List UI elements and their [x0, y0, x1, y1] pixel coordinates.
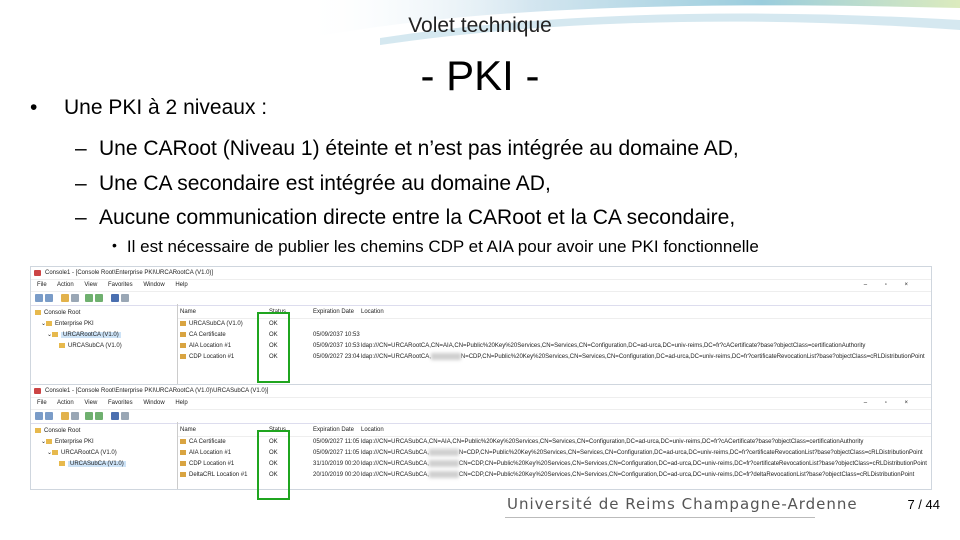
forward-icon[interactable]: [45, 294, 53, 302]
col-location[interactable]: Location: [361, 427, 384, 433]
status-cell: OK: [269, 321, 278, 327]
col-expiration[interactable]: Expiration Date: [313, 427, 355, 433]
expiration-cell: 20/10/2019 00:20: [313, 472, 360, 478]
back-icon[interactable]: [35, 294, 43, 302]
results-list: [178, 304, 931, 384]
menu-window[interactable]: Window: [143, 400, 165, 406]
bullet-dot: •: [30, 96, 38, 119]
back-icon[interactable]: [35, 412, 43, 420]
status-cell: OK: [269, 354, 278, 360]
expiration-cell: 05/09/2027 23:04: [313, 354, 360, 360]
list-header: [178, 424, 931, 437]
tree-pane: [31, 422, 178, 489]
window-title: Console1 - [Console Root\Enterprise PKI\URCARootCA (V1.0)\URCASubCA (V1.0)]: [45, 388, 269, 394]
expiration-cell: 05/09/2037 10:53: [313, 332, 360, 338]
list-header: [178, 306, 931, 319]
menu-action[interactable]: Action: [57, 282, 74, 288]
list-row[interactable]: CA Certificate OK 05/09/2037 10:53: [178, 330, 931, 341]
location-cell: ldap:///CN=URCASubCA, CN=CDP,CN=Public%20Key%20Services,CN=Services,CN=Configuration,DC=ad-urca,DC=univ-reims,DC=fr?deltaRevocationList?base?objectClass=cRLDistributionPoint: [361, 472, 915, 478]
redacted-text: [429, 449, 459, 456]
status-cell: OK: [269, 439, 278, 445]
refresh-icon[interactable]: [85, 294, 93, 302]
folder-icon[interactable]: [61, 412, 69, 420]
sub-bullet-text: Une CA secondaire est intégrée au domaine AD,: [99, 172, 551, 195]
slide-title: - PKI -: [420, 52, 540, 99]
mmc-app-icon: [34, 388, 41, 394]
list-row[interactable]: URCASubCA (V1.0) OK: [178, 319, 931, 330]
status-cell: OK: [269, 450, 278, 456]
grid-icon[interactable]: [71, 294, 79, 302]
window-controls[interactable]: – ▫ ×: [863, 282, 916, 288]
certificate-icon: [180, 332, 186, 337]
expiration-cell: 05/09/2027 11:05: [313, 450, 360, 456]
menu-file[interactable]: File: [37, 400, 47, 406]
properties-icon[interactable]: [121, 412, 129, 420]
sub-sub-bullet: • Il est nécessaire de publier les chemins CDP et AIA pour avoir une PKI fonctionnelle: [112, 237, 759, 256]
menu-favorites[interactable]: Favorites: [107, 282, 133, 288]
folder-icon: [35, 310, 41, 315]
tree-node-selected[interactable]: ⌄ URCARootCA (V1.0): [47, 332, 119, 338]
sub-bullet-text: Aucune communication directe entre la CARoot et la CA secondaire,: [99, 206, 736, 229]
bullet-main: [30, 96, 267, 120]
col-status[interactable]: Status: [269, 309, 287, 315]
results-list: [178, 422, 931, 489]
status-highlight-box: [257, 430, 290, 500]
col-location[interactable]: Location: [361, 309, 384, 315]
col-expiration[interactable]: Expiration Date: [313, 309, 355, 315]
grid-icon[interactable]: [71, 412, 79, 420]
certificate-icon: [180, 439, 186, 444]
tree-node[interactable]: ⌄ URCARootCA (V1.0): [47, 450, 117, 456]
status-cell: OK: [269, 332, 278, 338]
location-icon: [180, 461, 186, 466]
menu-help[interactable]: Help: [175, 400, 188, 406]
refresh-icon[interactable]: [85, 412, 93, 420]
expiration-cell: 31/10/2019 00:20: [313, 461, 360, 467]
ca-icon: [59, 343, 65, 348]
expiration-cell: 05/09/2027 11:05: [313, 439, 360, 445]
slide-supertitle: Volet technique: [408, 14, 552, 37]
status-cell: OK: [269, 343, 278, 349]
menu-action[interactable]: Action: [57, 400, 74, 406]
ca-icon: [180, 321, 186, 326]
tree-node[interactable]: ⌄ Enterprise PKI: [41, 321, 94, 327]
help-icon[interactable]: [111, 412, 119, 420]
footer-divider: [505, 517, 815, 518]
list-row[interactable]: CDP Location #1 OK 05/09/2027 23:04 ldap:///CN=URCARootCA, N=CDP,CN=Public%20Key%20Services,CN=Services,CN=Configuration,DC=ad-urca,DC=univ-reims,DC=fr?certificateRevocationList?base?objectClass=cRLDistributionPoint: [178, 352, 931, 363]
menu-bar: [31, 279, 931, 291]
redacted-text: [429, 460, 459, 467]
page-number: 7 / 44: [907, 497, 940, 512]
location-cell: ldap:///CN=URCASubCA, N=CDP,CN=Public%20Key%20Services,CN=Services,CN=Configuration,DC=ad-urca,DC=univ-reims,DC=fr?certificateRevocationList?base?objectClass=cRLDistributionPoint: [361, 450, 923, 456]
pki-icon: [46, 439, 52, 444]
location-icon: [180, 450, 186, 455]
ca-icon: [52, 450, 58, 455]
mmc-window-root: [30, 266, 932, 385]
sub-bullet: – Aucune communication directe entre la CARoot et la CA secondaire,: [75, 206, 736, 229]
location-cell: ldap:///CN=URCARootCA, N=CDP,CN=Public%20Key%20Services,CN=Services,CN=Configuration,DC=ad-urca,DC=univ-reims,DC=fr?certificateRevocationList?base?objectClass=cRLDistributionPoint: [361, 354, 925, 360]
pki-icon: [46, 321, 52, 326]
sub-bullet: – Une CARoot (Niveau 1) éteinte et n’est pas intégrée au domaine AD,: [75, 137, 739, 160]
tree-node[interactable]: Console Root: [31, 308, 177, 319]
menu-help[interactable]: Help: [175, 282, 188, 288]
window-titlebar: [31, 267, 931, 279]
tree-node[interactable]: ⌄ Enterprise PKI: [41, 439, 94, 445]
list-row[interactable]: AIA Location #1 OK 05/09/2027 11:05 ldap:///CN=URCASubCA, N=CDP,CN=Public%20Key%20Services,CN=Services,CN=Configuration,DC=ad-urca,DC=univ-reims,DC=fr?certificateRevocationList?base?objectClass=cRLDistributionPoint: [178, 448, 931, 459]
properties-icon[interactable]: [121, 294, 129, 302]
export-icon[interactable]: [95, 294, 103, 302]
col-name[interactable]: Name: [180, 309, 197, 315]
bullet-main-text: Une PKI à 2 niveaux :: [64, 96, 268, 119]
status-cell: OK: [269, 461, 278, 467]
expiration-cell: 05/09/2037 10:53: [313, 343, 360, 349]
location-cell: ldap:///CN=URCASubCA, CN=CDP,CN=Public%20Key%20Services,CN=Services,CN=Configuration,DC=ad-urca,DC=univ-reims,DC=fr?certificateRevocationList?base?objectClass=cRLDistributionPoint: [361, 461, 927, 467]
list-row[interactable]: DeltaCRL Location #1 OK 20/10/2019 00:20 ldap:///CN=URCASubCA, CN=CDP,CN=Public%20Key%20Services,CN=Services,CN=Configuration,DC=ad-urca,DC=univ-reims,DC=fr?deltaRevocationList?base?objectClass=cRLDistributionPoint: [178, 470, 931, 481]
menu-view[interactable]: View: [84, 282, 98, 288]
location-cell: ldap:///CN=URCASubCA,CN=AIA,CN=Public%20Key%20Services,CN=Services,CN=Configuration,DC=ad-urca,DC=univ-reims,DC=fr?cACertificate?base?objectClass=certificationAuthority: [361, 439, 864, 445]
menu-bar: [31, 397, 931, 409]
location-icon: [180, 354, 186, 359]
window-titlebar: [31, 385, 931, 397]
sub-sub-bullet-text: Il est nécessaire de publier les chemins CDP et AIA pour avoir une PKI fonctionnelle: [126, 237, 759, 256]
ca-icon: [59, 461, 65, 466]
window-title: Console1 - [Console Root\Enterprise PKI\URCARootCA (V1.0)]: [45, 270, 214, 276]
tree-pane: [31, 304, 178, 384]
menu-favorites[interactable]: Favorites: [107, 400, 133, 406]
list-row[interactable]: CA Certificate OK 05/09/2027 11:05 ldap:///CN=URCASubCA,CN=AIA,CN=Public%20Key%20Services,CN=Services,CN=Configuration,DC=ad-urca,DC=univ-reims,DC=fr?cACertificate?base?objectClass=certificationAuthority: [178, 437, 931, 448]
mmc-app-icon: [34, 270, 41, 276]
location-icon: [180, 472, 186, 477]
tree-node[interactable]: URCASubCA (V1.0): [31, 341, 177, 352]
ca-icon: [52, 332, 58, 337]
status-highlight-box: [257, 312, 290, 383]
redacted-text: [429, 471, 459, 478]
tree-node-selected[interactable]: URCASubCA (V1.0): [31, 459, 177, 470]
menu-window[interactable]: Window: [143, 282, 165, 288]
export-icon[interactable]: [95, 412, 103, 420]
folder-icon: [35, 428, 41, 433]
col-name[interactable]: Name: [180, 427, 197, 433]
location-cell: ldap:///CN=URCARootCA,CN=AIA,CN=Public%20Key%20Services,CN=Services,CN=Configuration,DC=ad-urca,DC=univ-reims,DC=fr?cACertificate?base?objectClass=certificationAuthority: [361, 343, 866, 349]
mmc-window-subca: [30, 384, 932, 490]
location-icon: [180, 343, 186, 348]
sub-bullet: – Une CA secondaire est intégrée au domaine AD,: [75, 172, 551, 195]
help-icon[interactable]: [111, 294, 119, 302]
sub-bullet-text: Une CARoot (Niveau 1) éteinte et n’est pas intégrée au domaine AD,: [99, 137, 739, 160]
window-controls[interactable]: – ▫ ×: [863, 400, 916, 406]
status-cell: OK: [269, 472, 278, 478]
folder-icon[interactable]: [61, 294, 69, 302]
menu-file[interactable]: File: [37, 282, 47, 288]
menu-view[interactable]: View: [84, 400, 98, 406]
tree-node[interactable]: Console Root: [31, 426, 177, 437]
list-row[interactable]: CDP Location #1 OK 31/10/2019 00:20 ldap:///CN=URCASubCA, CN=CDP,CN=Public%20Key%20Services,CN=Services,CN=Configuration,DC=ad-urca,DC=univ-reims,DC=fr?certificateRevocationList?base?objectClass=cRLDistributionPoint: [178, 459, 931, 470]
forward-icon[interactable]: [45, 412, 53, 420]
university-logo-text: Université de Reims Champagne-Ardenne: [507, 495, 858, 513]
redacted-text: [431, 353, 461, 360]
list-row[interactable]: AIA Location #1 OK 05/09/2037 10:53 ldap:///CN=URCARootCA,CN=AIA,CN=Public%20Key%20Services,CN=Services,CN=Configuration,DC=ad-urca,DC=univ-reims,DC=fr?cACertificate?base?objectClass=certificationAuthority: [178, 341, 931, 352]
col-status[interactable]: Status: [269, 427, 287, 433]
